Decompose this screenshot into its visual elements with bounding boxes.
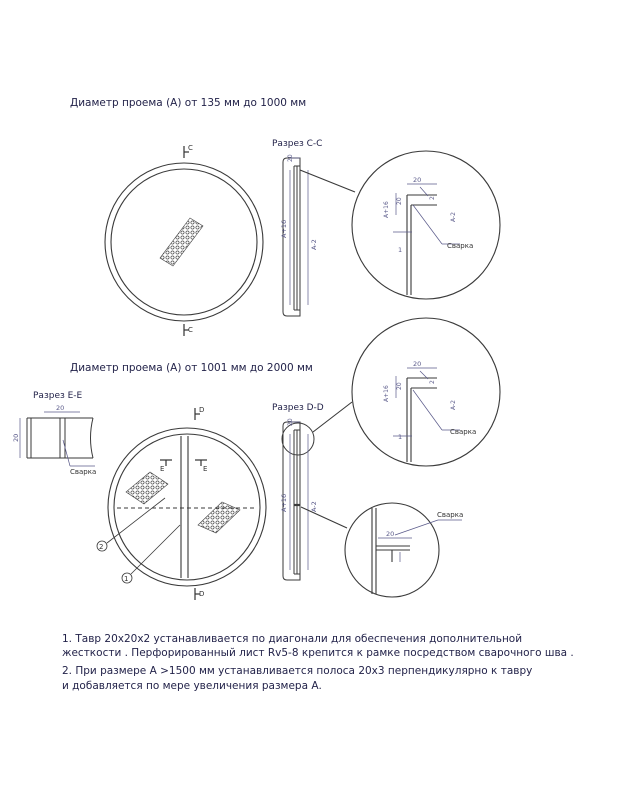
perforation-patch-left [126,472,168,504]
dim-20-dd-vert: 20 [396,382,403,390]
section-cc-dims [290,158,308,305]
dim-20-dd: 20 [413,360,422,368]
marker-e-right: E [203,465,208,473]
dim-a2-dd-detail: A-2 [450,400,457,410]
perforation-patch-right [198,502,240,533]
note-line-3: 2. При размере А >1500 мм устанавливается полоса 20х3 перпендикулярно к тавру [62,665,533,677]
dim-a2-cc-detail: A-2 [450,212,457,222]
marker-d-top: D [199,406,205,414]
dim-a2-cc: A-2 [310,239,318,250]
detail-circle-dd-top [313,318,500,466]
callout-item-2: 2 [99,543,104,551]
cut-marker-e-right [195,460,207,473]
section-label-cc: Разрез С-С [272,139,323,149]
dim-20-cc: 20 [413,176,422,184]
marker-e-left: E [160,465,165,473]
damper-view-large [108,428,266,586]
dim-20-cc-small: 20 [287,154,294,162]
detail-circle-cc [300,151,500,299]
marker-c-top: C [188,144,193,152]
damper-view-small [105,163,263,321]
dim-20-tee: 20 [386,530,395,538]
dim-20-dd-small: 20 [287,418,294,426]
section-dd-dims [290,422,308,570]
marker-d-bottom: D [199,590,205,598]
detail-dd-tee-dims [378,520,462,562]
dim-2-cc: 2 [429,196,436,200]
dim-a16-cc: A+16 [280,219,288,238]
weld-label-cc: Сварка [447,242,474,250]
cut-marker-c-bottom [184,324,193,336]
cut-marker-d-bottom [195,588,204,600]
note-line-4: и добавляется по мере увеличения размера А. [62,680,322,692]
section-ee-profile [27,418,93,458]
note-line-2: жесткости . Перфорированный лист Rv5-8 крепится к рамке посредством сварочного шва . [62,647,574,659]
section-label-ee: Разрез E-E [33,391,83,401]
note-line-1: 1. Тавр 20х20х2 устанавливается по диагонали для обеспечения дополнительной [62,633,523,645]
dim-a16-cc-detail: A+16 [383,201,390,218]
weld-label-ee: Сварка [70,468,97,476]
dim-20-ee-top: 20 [56,404,65,412]
cut-marker-d-top [195,406,204,420]
callout-item-1: 1 [124,575,129,583]
title-small-diameter: Диаметр проема (А) от 135 мм до 1000 мм [70,97,307,109]
dim-1-dd: 1 [398,433,403,441]
title-large-diameter: Диаметр проема (А) от 1001 мм до 2000 мм [70,362,313,374]
item-callouts [97,498,180,583]
detail-circle-dd-tee [301,503,439,597]
marker-c-bottom: C [188,326,193,334]
dim-a16-dd: A+16 [280,493,288,512]
dim-20-cc-vert: 20 [396,197,403,205]
dim-a16-dd-detail: A+16 [383,385,390,402]
dim-1-cc: 1 [398,246,403,254]
cut-marker-e-left [160,460,172,473]
perforation-patch-small [160,218,203,266]
dim-2-dd: 2 [429,380,436,384]
section-label-dd: Разрез D-D [272,403,324,413]
cut-marker-c-top [184,144,193,158]
weld-label-tee: Сварка [437,511,464,519]
dim-a2-dd: A-2 [310,501,318,512]
dim-20-ee-side: 20 [12,433,20,442]
weld-label-dd: Сварка [450,428,477,436]
